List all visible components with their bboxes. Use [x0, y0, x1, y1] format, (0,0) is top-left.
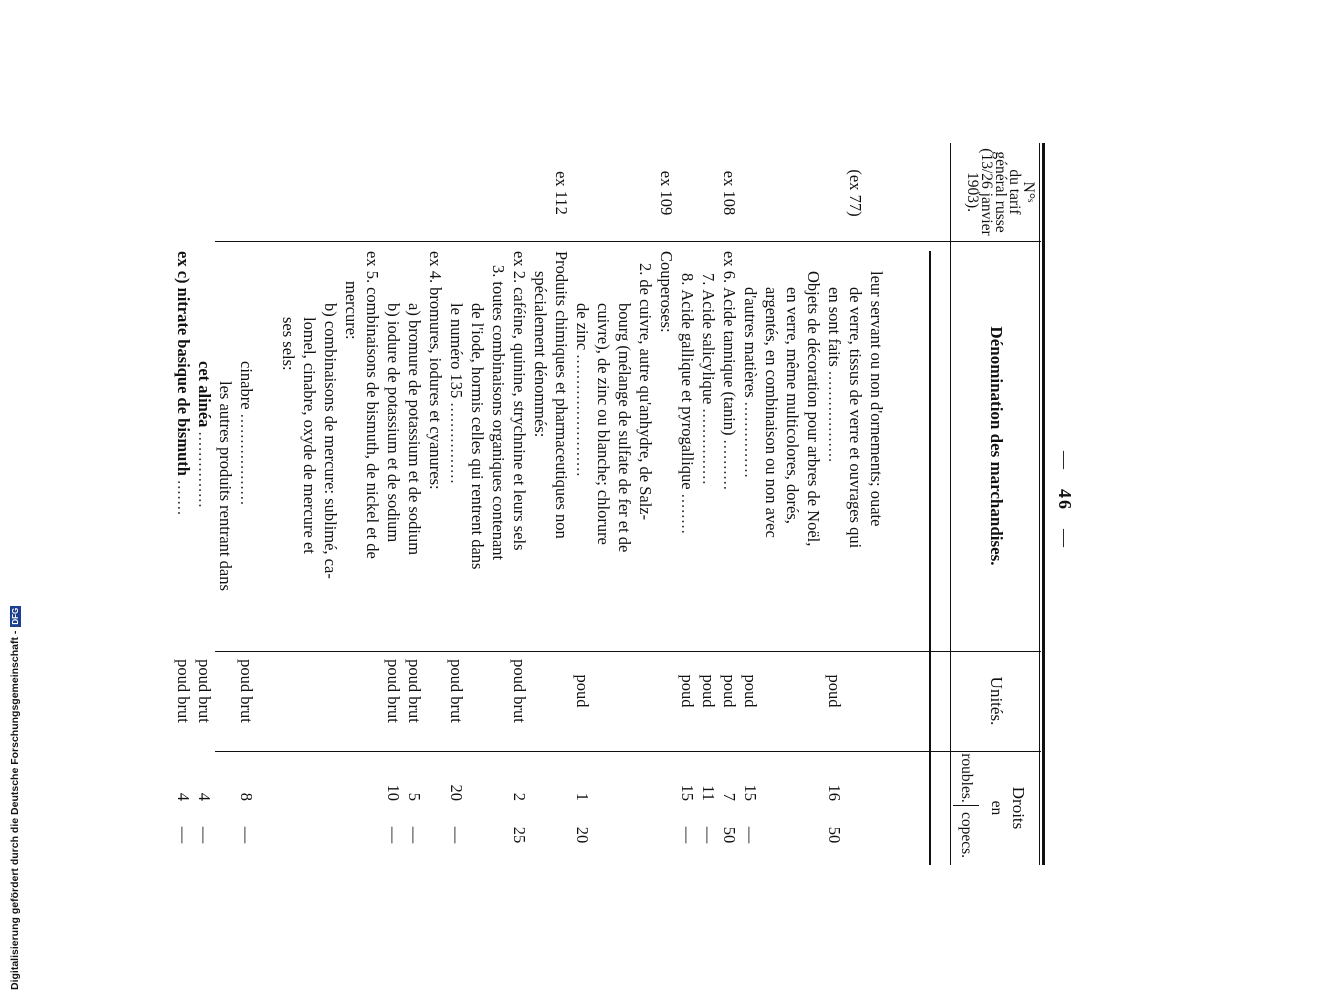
body-rule [929, 251, 931, 865]
leader-dots: ........ [678, 493, 697, 535]
table-row [677, 143, 698, 865]
roubles: 20 [447, 784, 466, 801]
item-text: Couperoses: [657, 251, 676, 333]
item-text: cinabre [237, 361, 256, 410]
table-row [740, 143, 761, 865]
copecs: — [195, 826, 214, 844]
table-row [362, 143, 383, 865]
item-text: a) bromure de potassium et de sodium [405, 303, 424, 556]
item-text: en verre, même multicolores, dorés, [783, 287, 802, 524]
leader-dots: ....... [174, 480, 193, 516]
item-label: 7. [699, 273, 718, 286]
copecs: — [447, 826, 466, 844]
roubles: 10 [384, 784, 403, 801]
roubles: 2 [510, 792, 529, 801]
unit: poud brut [384, 659, 403, 723]
denomination [215, 251, 236, 779]
item-text: de l'iode, hormis celles qui rentrent dans [468, 303, 487, 570]
page-number-value: 46 [1055, 489, 1075, 511]
denomination [824, 251, 845, 685]
table-row [299, 143, 320, 865]
item-label: 3. [489, 265, 508, 278]
unit: poud [699, 674, 718, 708]
denomination [782, 251, 803, 685]
denomination [698, 251, 719, 671]
denomination [425, 251, 446, 649]
item-label: ex 6. [720, 251, 739, 284]
header-duties-en: en [988, 800, 1005, 816]
unit: poud brut [174, 659, 193, 723]
header-tariff-number: N°ˢ du tarif général russe (13/26 janvier 1903). [964, 148, 1037, 236]
table-row [530, 143, 551, 865]
tariff-number: ex 112 [552, 171, 571, 215]
tariff-table [174, 143, 1065, 865]
table-row [866, 143, 887, 865]
item-text: b) iodure de potassium et de sodium [384, 303, 403, 543]
leader-dots: .................. [825, 370, 844, 464]
unit: poud [825, 674, 844, 708]
table-row [320, 143, 341, 865]
table-row [656, 143, 677, 865]
copecs: 20 [573, 826, 592, 844]
table-row [194, 143, 215, 865]
item-text: en sont faits [825, 287, 844, 367]
copecs: — [678, 826, 697, 844]
unit: poud brut [447, 659, 466, 723]
item-label: 8. [678, 273, 697, 286]
item-text: argentés, en combinaison ou non avec [762, 287, 781, 538]
denomination [635, 251, 656, 661]
denomination [467, 251, 488, 701]
table-row [509, 143, 530, 865]
denomination [740, 251, 761, 685]
denomination [488, 251, 509, 663]
table-row [383, 143, 404, 865]
roubles: 4 [174, 792, 193, 801]
rotated-page [174, 105, 1075, 895]
roubles: 15 [678, 784, 697, 801]
denomination [341, 251, 362, 679]
copecs: — [699, 826, 718, 844]
copecs: 50 [720, 826, 739, 844]
copecs: — [741, 826, 760, 844]
table-row [446, 143, 467, 865]
item-text: cuivre), de zinc ou blanche; chlorure [594, 303, 613, 545]
denomination [509, 251, 530, 649]
table-row [551, 143, 572, 865]
item-text: Acide salicylique [699, 289, 718, 405]
top-rule-thin [1039, 143, 1040, 865]
item-label: ex c) [174, 251, 193, 284]
denomination [614, 251, 635, 701]
item-text: Produits chimiques et pharmaceutiques non [552, 251, 571, 539]
copecs: — [384, 826, 403, 844]
denomination [383, 251, 404, 701]
header-denomination: Dénomination des marchandises. [987, 326, 1006, 566]
item-text: bromures, iodures et cyanures: [426, 287, 445, 490]
unit: poud [741, 674, 760, 708]
tariff-number: (ex 77) [846, 169, 865, 217]
item-text: nitrate basique de bismuth [174, 287, 193, 476]
header-rule [950, 143, 951, 865]
table-row [782, 143, 803, 865]
denomination [656, 251, 677, 649]
item-text: toutes combinaisons organiques contenant [489, 281, 508, 561]
table-row [341, 143, 362, 865]
denomination [593, 251, 614, 701]
table-row [824, 143, 845, 865]
denomination [404, 251, 425, 701]
leader-dots: ............... [741, 401, 760, 479]
unit: poud [573, 674, 592, 708]
denomination [866, 251, 887, 669]
denomination [551, 251, 572, 649]
top-rule [1042, 143, 1045, 865]
table-row [593, 143, 614, 865]
copecs: — [237, 826, 256, 844]
table-row [845, 143, 866, 865]
item-text: mercure: [342, 281, 361, 340]
table-row [761, 143, 782, 865]
denomination [173, 251, 194, 649]
leader-dots: .................. [237, 413, 256, 506]
page-number: —46— [1055, 451, 1075, 549]
item-label: ex 5. [363, 251, 382, 284]
watermark-text: Digitalisierung gefördert durch die Deutsche Forschungsgemeinschaft - [9, 630, 21, 990]
table-row [803, 143, 824, 865]
denomination [299, 251, 320, 715]
item-text: de zinc [573, 303, 592, 351]
table-row [215, 143, 236, 865]
header-copecs: copecs. [958, 811, 975, 859]
item-text: cet alinéa [195, 361, 214, 428]
roubles: 11 [699, 785, 718, 801]
item-text: leur servant ou non d'ornements; ouate [867, 271, 886, 527]
dfg-logo: DFG [10, 607, 20, 625]
copecs: — [174, 826, 193, 844]
denomination [362, 251, 383, 649]
denomination [677, 251, 698, 671]
item-text: de verre, tissus de verre et ouvrages qui [846, 287, 865, 549]
item-text: de cuivre, autre qu'anhydre, de Salz- [636, 279, 655, 521]
denomination [572, 251, 593, 701]
roubles: 1 [573, 792, 592, 801]
item-text: Objets de décoration pour arbres de Noël, [804, 271, 823, 547]
denomination [761, 251, 782, 685]
item-text: d'autres matières [741, 287, 760, 398]
denomination [446, 251, 467, 701]
leader-dots: ............... [699, 408, 718, 486]
table-row [698, 143, 719, 865]
item-text: spécialement dénommés: [531, 271, 550, 438]
denomination [803, 251, 824, 669]
item-text: les autres produits rentrant dans [216, 381, 235, 591]
denomination [719, 251, 740, 649]
roubles: 16 [825, 784, 844, 801]
copecs: 50 [825, 826, 844, 844]
roubles: 7 [720, 792, 739, 801]
denomination [845, 251, 866, 685]
roubles: 15 [741, 784, 760, 801]
table-row [572, 143, 593, 865]
denomination [278, 251, 299, 715]
table-row [425, 143, 446, 865]
table-row [257, 143, 278, 865]
item-text: ses sels: [279, 317, 298, 371]
header-roubles: roubles. [958, 753, 975, 803]
header-units: Unités. [987, 676, 1006, 726]
unit: poud [720, 674, 739, 708]
roubles: 5 [405, 792, 424, 801]
unit: poud brut [237, 659, 256, 723]
table-row [236, 143, 257, 865]
unit: poud [678, 674, 697, 708]
leader-dots: .......... [720, 439, 739, 491]
item-text: bourg (mélange de sulfate de fer et de [615, 303, 634, 553]
item-text: Acide gallique et pyrogallique [678, 289, 697, 490]
roubles: 8 [237, 792, 256, 801]
table-row [467, 143, 488, 865]
roubles: 4 [195, 792, 214, 801]
leader-dots: ............... [195, 431, 214, 509]
unit: poud brut [405, 659, 424, 723]
denomination [530, 251, 551, 669]
item-label: ex 2. [510, 251, 529, 284]
table-row [404, 143, 425, 865]
copecs: — [405, 826, 424, 844]
leader-dots: ........................ [573, 354, 592, 478]
header-duties: Droits [1009, 786, 1028, 830]
unit: poud brut [510, 659, 529, 723]
item-text: caféine, quinine, strychnine et leurs sels [510, 287, 529, 551]
tariff-number: ex 109 [657, 170, 676, 216]
watermark [8, 590, 22, 990]
item-text: le numéro 135 [447, 303, 466, 399]
item-text: combinaisons de bismuth, de nickel et de [363, 287, 382, 559]
unit: poud brut [195, 659, 214, 723]
item-text: b) combinaisons de mercure: sublimé, ca- [321, 303, 340, 579]
table-row [278, 143, 299, 865]
table-row [173, 143, 194, 865]
table-row [635, 143, 656, 865]
copecs: 25 [510, 826, 529, 844]
table-row [719, 143, 740, 865]
item-label: ex 4. [426, 251, 445, 284]
tariff-number: ex 108 [720, 170, 739, 216]
leader-dots: ................ [447, 402, 466, 485]
table-row [614, 143, 635, 865]
table-row [488, 143, 509, 865]
item-label: 2. [636, 263, 655, 276]
item-text: Acide tannique (tanin) [720, 287, 739, 436]
denomination [320, 251, 341, 701]
item-text: lomel, cinabre, oxyde de mercure et [300, 317, 319, 554]
